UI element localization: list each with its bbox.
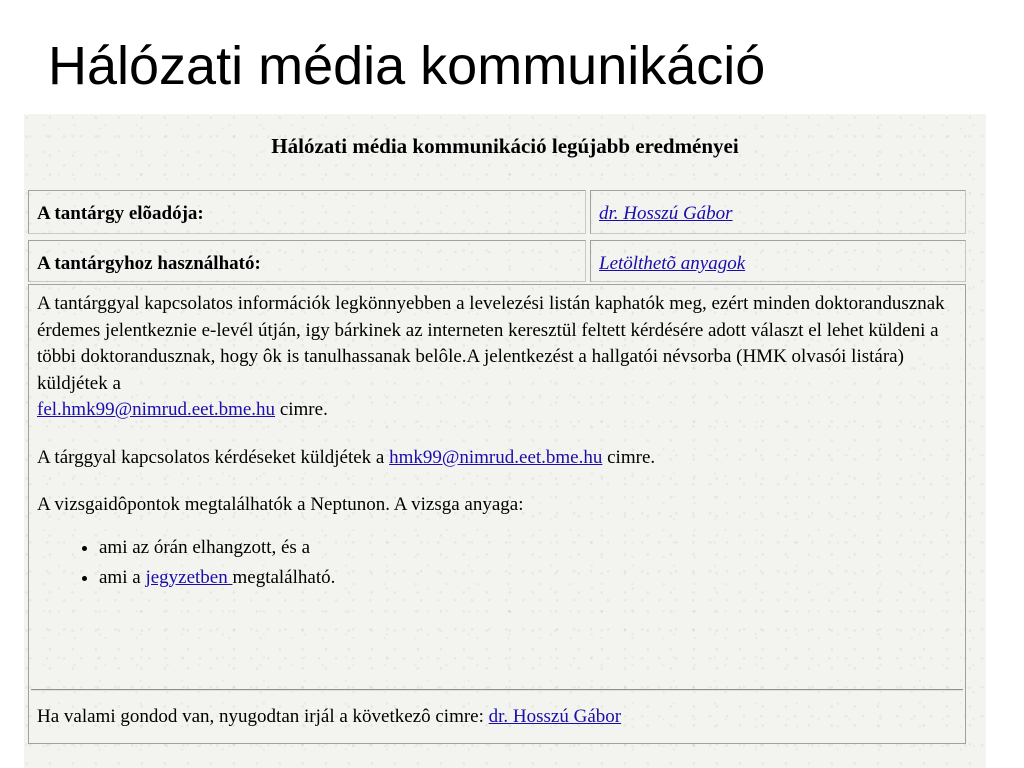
list-item-text: ami a (99, 566, 146, 588)
lecturer-label: A tantárgy elõadója: (28, 190, 586, 234)
paragraph-mailing-list-text: A tantárggyal kapcsolatos információk legkönnyebben a levelezési listán kaphatók meg, ezért minden doktorandusznak érdemes jelentkeznie e-levél útján, igy bárkinek az interneten keresztül feltett kérdésére adott választ el lehet küldeni a többi doktorandusznak, hogy ôk is tanulhassanak belôle.A jelentkezést a hallgatói névsorba (HMK olvasói listára) küldjétek a (37, 293, 945, 394)
materials-link[interactable]: Letölthetõ anyagok (599, 253, 746, 274)
paragraph-exam: A vizsgaidôpontok megtalálhatók a Neptunon. A vizsga anyaga: (37, 494, 524, 515)
webpage-screenshot (24, 114, 986, 768)
footer-text: Ha valami gondod van, nyugodtan irjál a következô cimre: (37, 706, 489, 727)
paragraph-questions (37, 445, 957, 472)
questions-email-link[interactable]: hmk99@nimrud.eet.bme.hu (389, 446, 603, 468)
footer-contact (37, 704, 621, 731)
lecturer-cell (590, 190, 966, 234)
materials-label: A tantárgyhoz használható: (28, 240, 586, 282)
slide-title: Hálózati média kommunikáció (48, 36, 766, 96)
horizontal-rule (31, 689, 963, 691)
paragraph-suffix: cimre. (275, 399, 328, 420)
paragraph-suffix: cimre. (602, 446, 656, 468)
main-content (28, 284, 966, 744)
lecturer-link[interactable]: dr. Hosszú Gábor (599, 203, 733, 224)
notes-link[interactable]: jegyzetben (145, 566, 233, 588)
list-item: • ami az órán elhangzott, és a (99, 533, 957, 563)
subscribe-email-link[interactable]: fel.hmk99@nimrud.eet.bme.hu (37, 399, 276, 420)
paragraph-questions-text: A tárggyal kapcsolatos kérdéseket küldjétek a (37, 446, 390, 468)
materials-cell (590, 240, 966, 282)
exam-material-list (37, 533, 957, 593)
paragraph-mailing-list (37, 291, 957, 424)
contact-link[interactable]: dr. Hosszú Gábor (488, 706, 622, 727)
page-heading: Hálózati média kommunikáció legújabb eredményei (271, 134, 739, 158)
list-item-text: megtalálható. (232, 566, 336, 588)
list-item (99, 563, 957, 593)
